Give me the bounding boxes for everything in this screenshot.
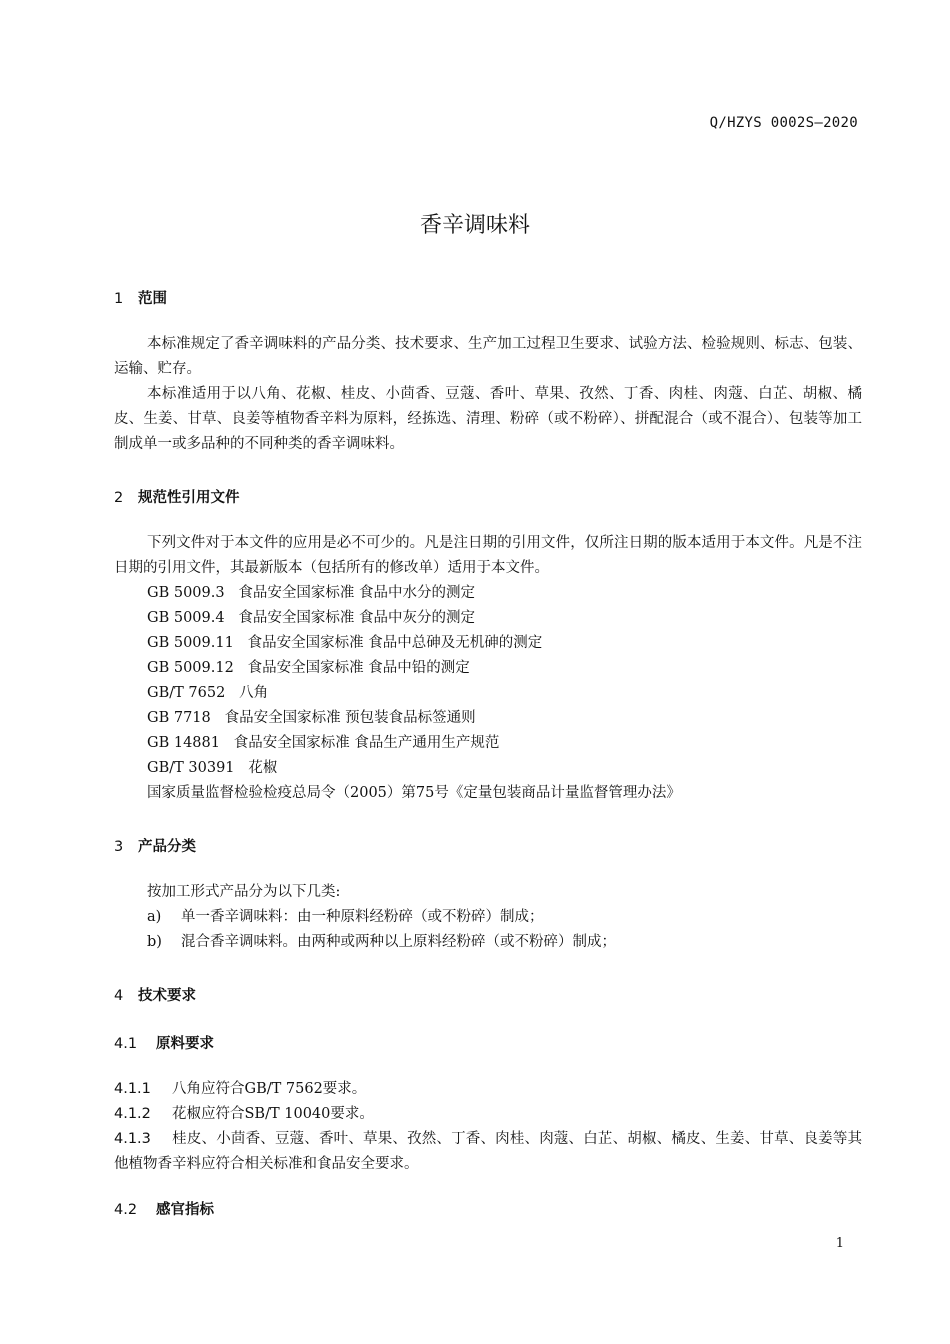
subsection-title: 原料要求: [156, 1036, 214, 1052]
clause-item: [114, 1077, 862, 1102]
clause-number: 4.1.1: [114, 1081, 151, 1097]
clause-text: 八角应符合GB/T 7562要求。: [172, 1081, 367, 1097]
list-text: 混合香辛调味料。由两种或两种以上原料经粉碎（或不粉碎）制成；: [181, 934, 616, 950]
section-title: 产品分类: [138, 839, 196, 855]
list-text: 单一香辛调味料：由一种原料经粉碎（或不粉碎）制成；: [181, 909, 544, 925]
page-number: 1: [835, 1236, 844, 1251]
scope-paragraph-1: 本标准规定了香辛调味料的产品分类、技术要求、生产加工过程卫生要求、试验方法、检验规则、标志、包装、运输、贮存。: [114, 336, 862, 377]
document-body: [114, 284, 862, 1225]
references-intro: 下列文件对于本文件的应用是必不可少的。凡是注日期的引用文件，仅所注日期的版本适用于本文件。凡是不注日期的引用文件，其最新版本（包括所有的修改单）适用于本文件。: [114, 535, 862, 576]
subsection-number: 4.1: [114, 1036, 138, 1052]
list-label: a): [147, 909, 162, 925]
clause-number: 4.1.2: [114, 1106, 151, 1122]
clause-item: [114, 1127, 862, 1177]
section-heading-normative-references: [114, 483, 862, 513]
classification-intro: 按加工形式产品分为以下几类:: [147, 884, 341, 900]
clause-text: 桂皮、小茴香、豆蔻、香叶、草果、孜然、丁香、肉桂、肉蔻、白芷、胡椒、橘皮、生姜、甘草、良姜等其他植物香辛料应符合相关标准和食品安全要求。: [114, 1131, 862, 1172]
clause-number: 4.1.3: [114, 1131, 151, 1147]
section-number: 3: [114, 839, 124, 855]
standard-code: Q/HZYS 0002S—2020: [709, 115, 858, 131]
subsection-heading-sensory: [114, 1195, 862, 1225]
list-label: b): [147, 934, 162, 950]
section-title: 范围: [138, 291, 167, 307]
reference-item: GB/T 30391 花椒: [147, 760, 278, 776]
subsection-number: 4.2: [114, 1202, 138, 1218]
reference-item: GB/T 7652 八角: [147, 685, 269, 701]
reference-item: GB 7718 食品安全国家标准 预包装食品标签通则: [147, 710, 476, 726]
list-item: [114, 905, 862, 930]
section-title: 技术要求: [138, 988, 196, 1004]
list-item: [114, 930, 862, 955]
scope-paragraph-2: 本标准适用于以八角、花椒、桂皮、小茴香、豆蔻、香叶、草果、孜然、丁香、肉桂、肉蔻、白芷、胡椒、橘皮、生姜、甘草、良姜等植物香辛料为原料，经拣选、清理、粉碎（或不粉碎）、拼配混合（或不混合）、包装等加工制成单一或多品种的不同种类的香辛调味料。: [114, 386, 862, 452]
section-title: 规范性引用文件: [138, 490, 240, 506]
reference-item: GB 5009.3 食品安全国家标准 食品中水分的测定: [147, 585, 476, 601]
section-heading-scope: [114, 284, 862, 314]
document-title: 香辛调味料: [419, 213, 530, 238]
subsection-heading-raw-materials: [114, 1029, 862, 1059]
reference-item: GB 14881 食品安全国家标准 食品生产通用生产规范: [147, 735, 500, 751]
section-number: 2: [114, 490, 124, 506]
section-number: 4: [114, 988, 124, 1004]
clause-text: 花椒应符合SB/T 10040要求。: [172, 1106, 374, 1122]
reference-item: GB 5009.11 食品安全国家标准 食品中总砷及无机砷的测定: [147, 635, 543, 651]
subsection-title: 感官指标: [156, 1202, 214, 1218]
section-heading-classification: [114, 832, 862, 862]
reference-item: GB 5009.12 食品安全国家标准 食品中铅的测定: [147, 660, 470, 676]
clause-item: [114, 1102, 862, 1127]
section-heading-technical-requirements: [114, 981, 862, 1011]
reference-item: 国家质量监督检验检疫总局令（2005）第75号《定量包装商品计量监督管理办法》: [147, 785, 681, 801]
section-number: 1: [114, 291, 124, 307]
reference-item: GB 5009.4 食品安全国家标准 食品中灰分的测定: [147, 610, 476, 626]
